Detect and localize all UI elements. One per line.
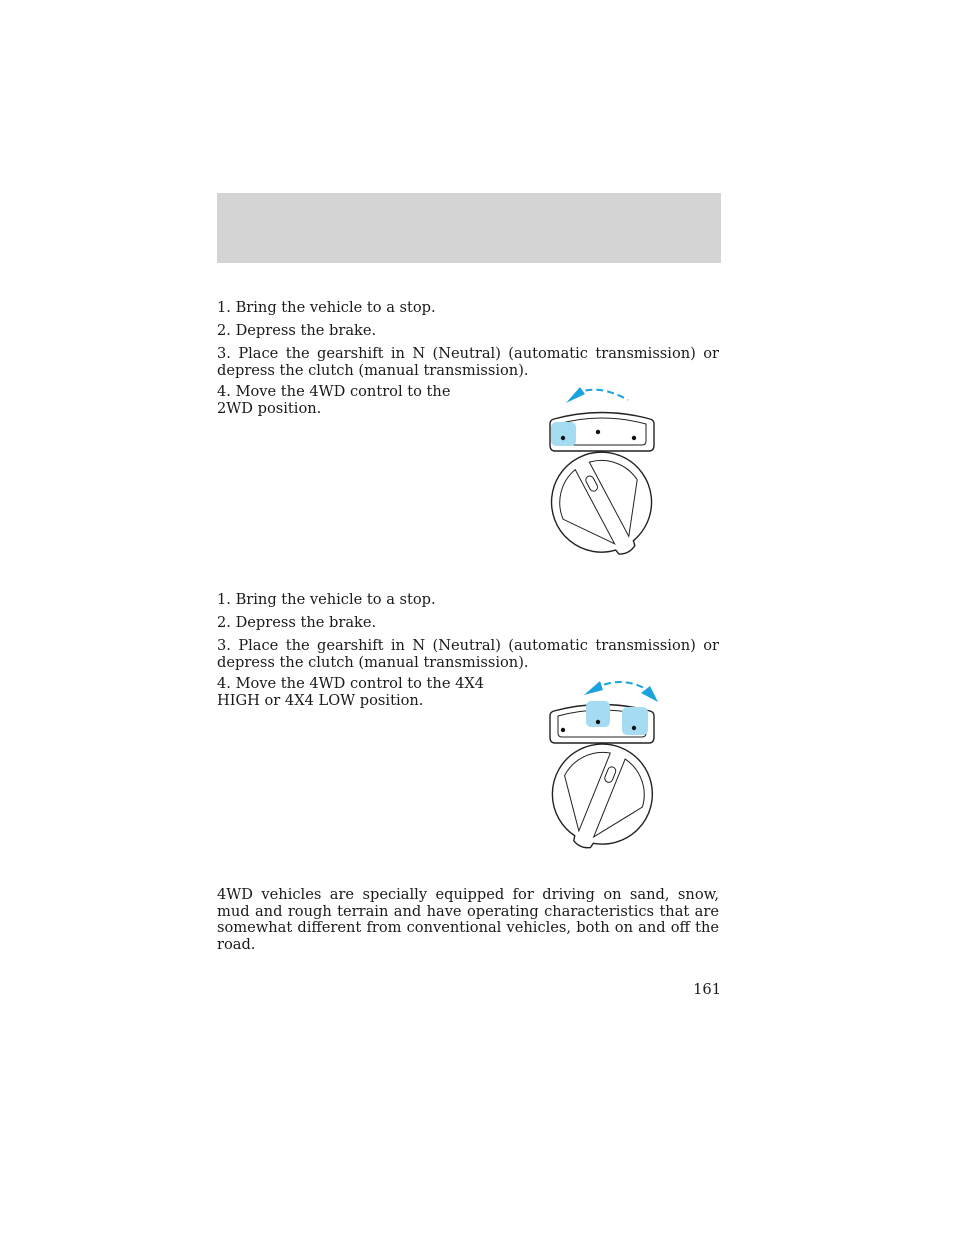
section-header-band [217, 193, 721, 263]
4wd-control-4x4-illustration [540, 675, 664, 850]
step-4-move-control: 4. Move the 4WD control to the 4X4 HIGH or 4X4 LOW position. [217, 675, 485, 709]
step-3-gearshift: 3. Place the gearshift in N (Neutral) (automatic transmission) or depress the clutch (manual transmission). [217, 637, 719, 671]
4x4-low-position-highlight [622, 707, 648, 735]
step-1-stop: 1. Bring the vehicle to a stop. [217, 299, 436, 316]
4wd-vehicles-paragraph: 4WD vehicles are specially equipped for driving on sand, snow, mud and rough terrain and have operating characteristics that are somewhat different from conventional vehicles, both on and off the road. [217, 886, 719, 953]
curved-arrow-right-icon [584, 681, 658, 702]
step-2-brake: 2. Depress the brake. [217, 322, 377, 339]
step-3-gearshift: 3. Place the gearshift in N (Neutral) (automatic transmission) or depress the clutch (manual transmission). [217, 345, 719, 379]
step-1-stop: 1. Bring the vehicle to a stop. [217, 591, 436, 608]
2wd-position-highlight [551, 422, 576, 446]
curved-arrow-left-icon [566, 387, 628, 403]
4wd-control-2wd-illustration [540, 383, 664, 558]
page-number: 161 [693, 981, 721, 998]
step-2-brake: 2. Depress the brake. [217, 614, 377, 631]
mode-selector-panel [550, 701, 654, 743]
step-4-move-control: 4. Move the 4WD control to the 2WD position. [217, 383, 451, 417]
mode-selector-panel [550, 413, 654, 452]
rotary-knob-icon [540, 729, 664, 850]
rotary-knob-icon [540, 435, 664, 558]
